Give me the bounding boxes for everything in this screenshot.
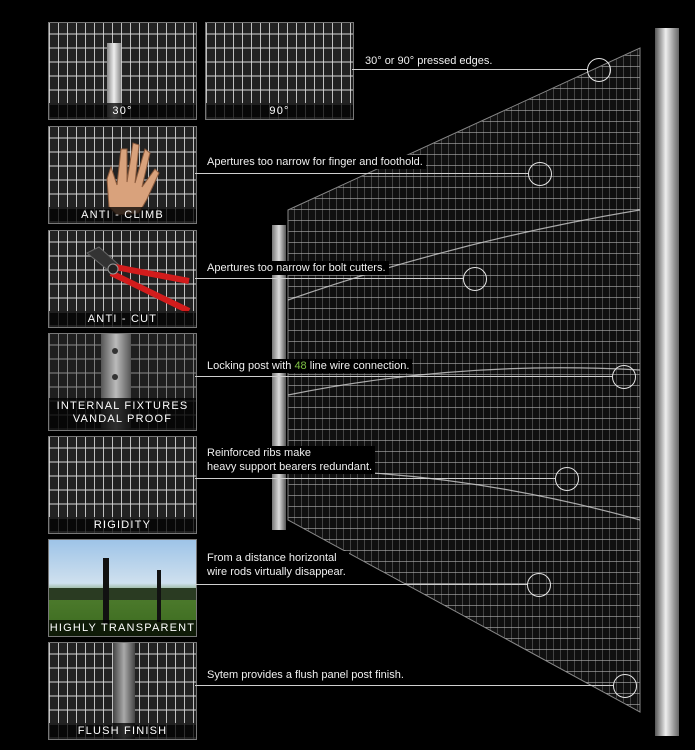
ribs-line-1: Reinforced ribs make [207,447,311,459]
callout-circle-bolt [463,267,487,291]
distance-line-1: From a distance horizontal [207,552,337,564]
callout-line-finger [195,173,528,174]
thumb-anti-climb [48,126,197,224]
thumb-internal-fixtures [48,333,197,431]
callout-line-edges [352,69,587,70]
callout-edges: 30° or 90° pressed edges. [362,54,495,68]
callout-circle-distance [527,573,551,597]
thumb-90-degree [205,22,354,120]
callout-circle-ribs [555,467,579,491]
locking-text-pre: Locking post with [207,360,295,372]
callout-ribs [204,446,375,474]
thumb-rigidity [48,436,197,534]
thumb-highly-transparent [48,539,197,637]
thumb-30-degree [48,22,197,120]
caption-line-1: INTERNAL FIXTURES [56,400,189,412]
caption-internal-fixtures [49,398,196,430]
callout-line-ribs [195,478,555,479]
thumb-anti-cut [48,230,197,328]
locking-text-post: line wire connection. [306,360,410,372]
callout-flush: Sytem provides a flush panel post finish. [204,668,407,682]
callout-circle-locking [612,365,636,389]
callout-locking [204,359,412,373]
ribs-line-2: heavy support bearers redundant. [207,461,373,473]
caption-flush-finish: FLUSH FINISH [49,723,196,739]
caption-90-degree: 90° [206,103,353,119]
thumb-flush-finish [48,642,197,740]
callout-finger: Apertures too narrow for finger and foothold. [204,155,426,169]
callout-circle-flush [613,674,637,698]
callout-line-distance [195,584,527,585]
caption-line-2: VANDAL PROOF [72,413,173,425]
caption-rigidity: RIGIDITY [49,517,196,533]
callout-circle-finger [528,162,552,186]
callout-line-flush [195,685,613,686]
locking-number: 48 [294,360,307,372]
callout-bolt: Apertures too narrow for bolt cutters. [204,261,389,275]
caption-30-degree: 30° [49,103,196,119]
callout-circle-edges [587,58,611,82]
caption-anti-climb: ANTI - CLIMB [49,207,196,223]
callout-distance [204,551,349,579]
callout-line-locking [195,376,612,377]
distance-line-2: wire rods virtually disappear. [207,566,346,578]
caption-highly-transparent: HIGHLY TRANSPARENT [49,622,196,634]
caption-anti-cut: ANTI - CUT [49,311,196,327]
callout-line-bolt [195,278,463,279]
